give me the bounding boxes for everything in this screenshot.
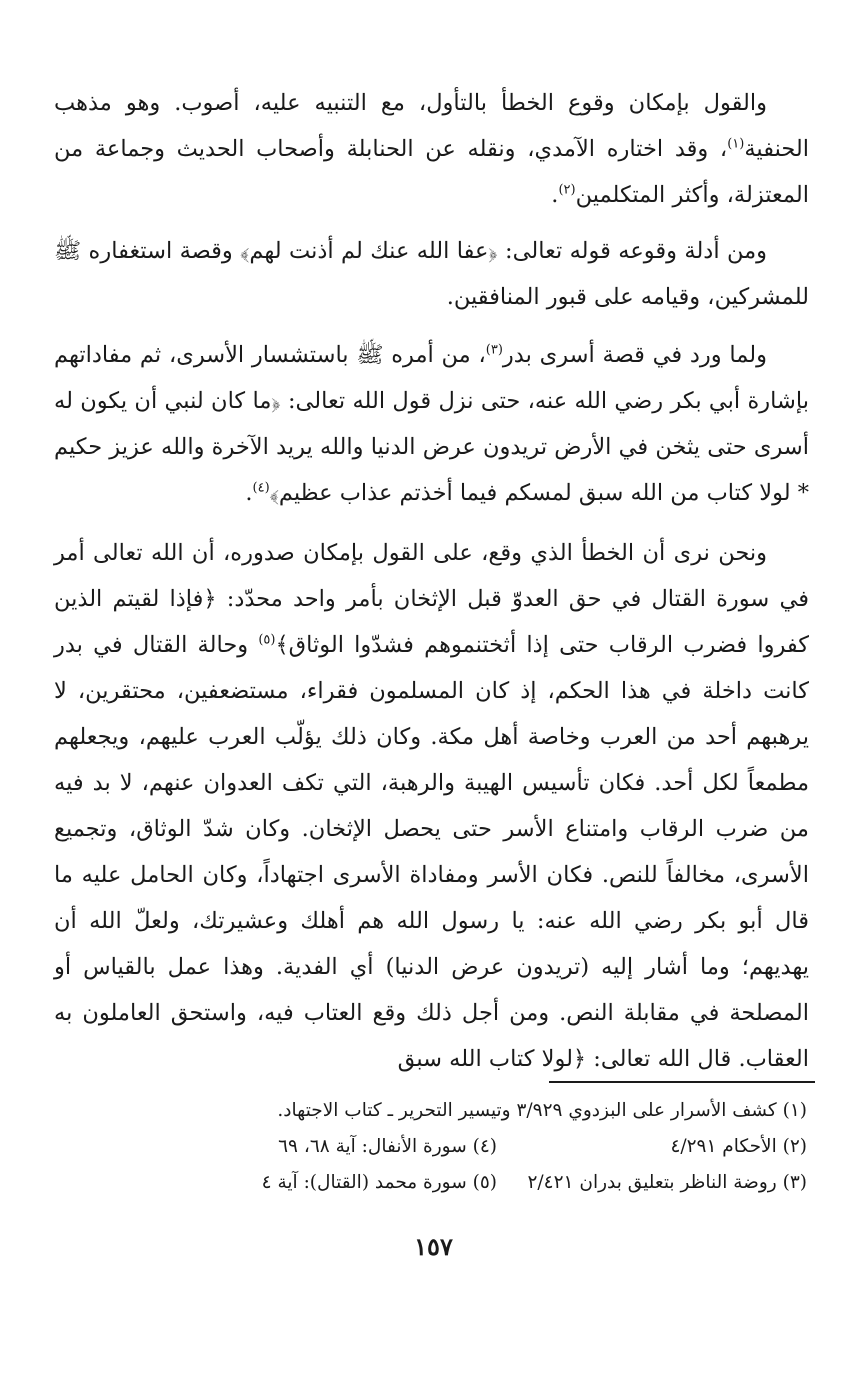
footnote-ref-5: (٥) [258, 632, 276, 648]
paragraph-4 [54, 530, 809, 1082]
paragraph-3-text-cont: ، من أمره ﷺ باستشسار الأسرى، ثم مفاداتهم بإشارة أبي بكر رضي الله عنه، حتى نزل قول الله تعالى: ﴿ما كان لنبي أن يكون له أسرى حتى يثخن في الأرض تريدون عرض الدنيا والله يريد الآخرة والله عزيز حكيم * لولا كتاب من الله سبق لمسكم فيما أخذتم عذاب عظيم﴾ [54, 342, 809, 506]
footnote-ref-3: (٣) [485, 342, 503, 358]
main-text [54, 80, 809, 1092]
paragraph-2-text: ومن أدلة وقوعه قوله تعالى: ﴿عفا الله عنك لم أذنت لهم﴾ وقصة استغفاره ﷺ للمشركين، وقيامه على قبور المنافقين. [54, 238, 809, 310]
footnote-2: (٢) الأحكام ٤/٢٩١ [670, 1136, 807, 1157]
paragraph-4-text: ونحن نرى أن الخطأ الذي وقع، على القول بإمكان صدوره، أن الله تعالى أمر في سورة القتال في حق العدوّ قبل الإثخان بأمر واحد محدّد: ﴿فإذا لقيتم الذين كفروا فضرب الرقاب حتى إذا أثختنموهم فشدّوا الوثاق﴾ [54, 540, 810, 658]
footnote-line-2 [47, 1129, 807, 1165]
paragraph-1-text-cont: ، وقد اختاره الآمدي، ونقله عن الحنابلة وأصحاب الحديث وجماعة من المعتزلة، وأكثر المتكلمين [54, 136, 809, 208]
footnote-3: (٣) روضة الناظر بتعليق بدران ٢/٤٢١ [527, 1172, 807, 1193]
footnote-4: (٤) سورة الأنفال: آية ٦٨، ٦٩ [278, 1136, 497, 1157]
paragraph-4-text-cont: وحالة القتال في بدر كانت داخلة في هذا الحكم، إذ كان المسلمون فقراء، مستضعفين، محتقرين، لا يرهبهم أحد من العرب وخاصة أهل مكة. وكان ذلك يؤلّب العرب عليهم، ويجعلهم مطمعاً لكل أحد. فكان تأسيس الهيبة والرهبة، التي تكف العدوان عنهم، لا بد فيه من ضرب الرقاب وامتناع الأسر حتى يحصل الإثخان. وكان شدّ الوثاق، وتجميع الأسرى، مخالفاً للنص. فكان الأسر ومفاداة الأسرى اجتهاداً، وكان الحامل عليه ما قال أبو بكر رضي الله عنه: يا رسول الله هم أهلك وعشيرتك، ولعلّ الله أن يهديهم؛ وما أشار إليه (تريدون عرض الدنيا) أي الفدية. وهذا عمل بالقياس أو المصلحة في مقابلة النص. ومن أجل ذلك وقع العتاب فيه، واستحق العاملون به العقاب. قال الله تعالى: ﴿لولا كتاب الله سبق [54, 632, 809, 1072]
footnote-line-3 [47, 1165, 807, 1201]
paragraph-3 [54, 332, 809, 516]
paragraph-1 [54, 80, 809, 218]
paragraph-1-text: والقول بإمكان وقوع الخطأ بالتأول، مع التنبيه عليه، أصوب. وهو مذهب الحنفية [54, 90, 809, 162]
paragraph-3-text: ولما ورد في قصة أسرى بدر [502, 342, 767, 368]
paragraph-3-end: . [245, 480, 253, 506]
footnote-divider [549, 1081, 815, 1083]
footnote-5: (٥) سورة محمد (القتال): آية ٤ [261, 1172, 497, 1193]
footnote-ref-1: (١) [727, 136, 745, 152]
footnotes [47, 1093, 807, 1201]
page-number: ١٥٧ [414, 1232, 453, 1261]
footnote-ref-4: (٤) [252, 480, 270, 496]
paragraph-1-end: . [551, 182, 559, 208]
paragraph-2 [54, 228, 809, 320]
footnote-ref-2: (٢) [558, 182, 576, 198]
footnote-line-1 [47, 1093, 807, 1129]
footnote-1: (١) كشف الأسرار على البزدوي ٣/٩٢٩ وتيسير التحرير ـ كتاب الاجتهاد. [277, 1100, 807, 1121]
